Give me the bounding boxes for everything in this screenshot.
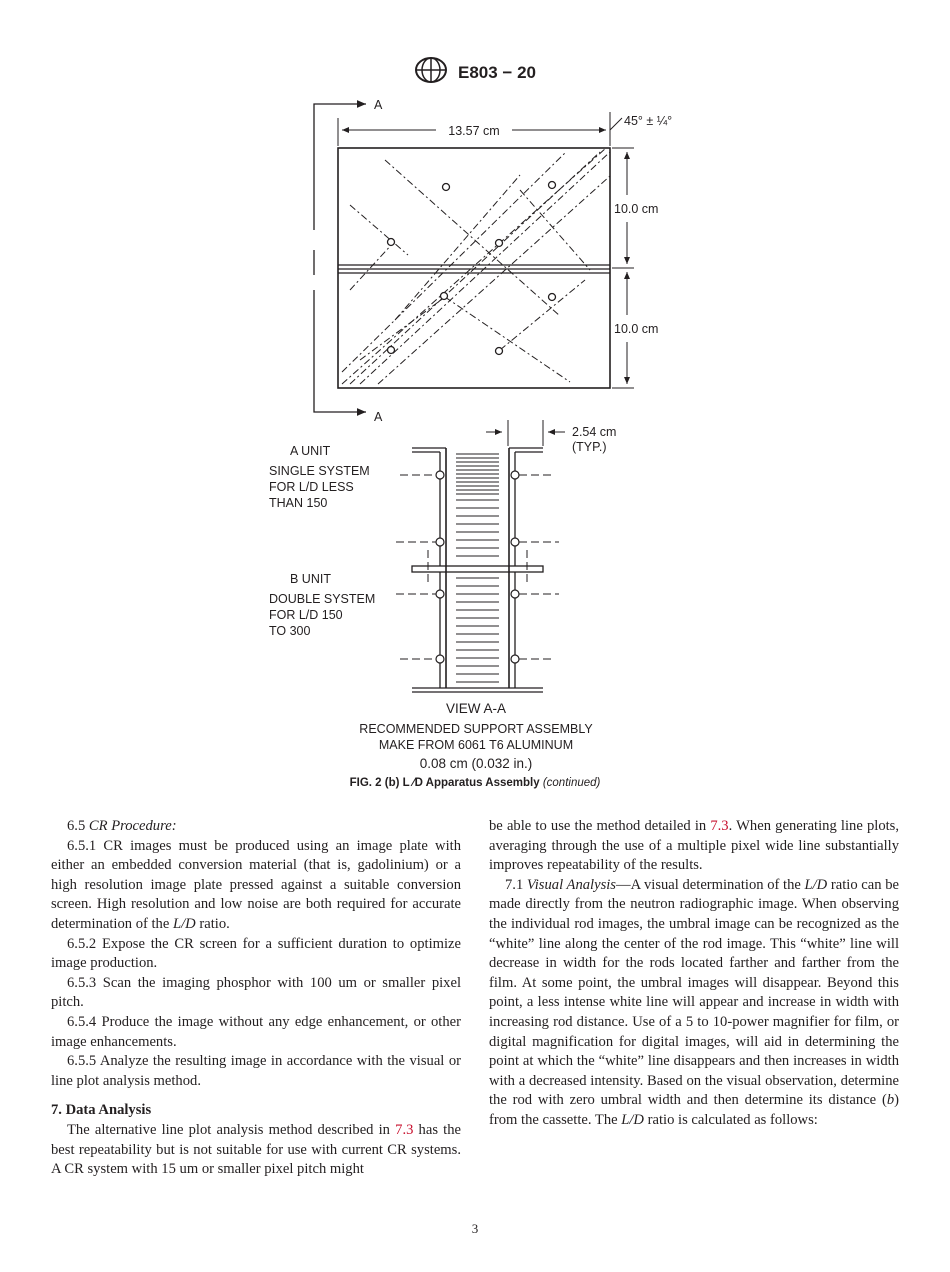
right-column bbox=[489, 817, 899, 1131]
section-7-heading: 7. Data Analysis bbox=[51, 1102, 152, 1119]
height-dimension-bottom: 10.0 cm bbox=[614, 322, 659, 336]
b-unit-line3: TO 300 bbox=[269, 624, 311, 638]
caption-suffix: (continued) bbox=[542, 777, 601, 789]
figure-caption bbox=[0, 777, 950, 789]
section-line bbox=[314, 104, 360, 412]
support-line2: MAKE FROM 6061 T6 ALUMINUM bbox=[378, 738, 574, 752]
section-6-5-heading: 6.5 CR Procedure: bbox=[67, 818, 177, 834]
b-unit-line1: DOUBLE SYSTEM bbox=[269, 592, 376, 606]
left-column bbox=[51, 817, 461, 1180]
a-unit-line2: FOR L/D LESS bbox=[269, 480, 354, 494]
angle-label: 45° ± ¼° bbox=[624, 114, 673, 128]
b-unit-line2: FOR L/D 150 bbox=[269, 608, 343, 622]
a-unit-line1: SINGLE SYSTEM bbox=[269, 464, 370, 478]
support-assembly bbox=[412, 448, 543, 692]
standard-code: E803 − 20 bbox=[458, 62, 536, 82]
section-6-5-4: 6.5.4 Produce the image without any edge enhancement, or other image enhancements. bbox=[51, 1013, 461, 1050]
section-7-continuation: be able to use the method detailed in 7.3. When generating line plots, averaging through the use of a multiple pixel wide line substantially improves repeatability of the results. bbox=[489, 818, 899, 874]
a-unit-title: A UNIT bbox=[290, 444, 331, 458]
section-6-5-5: 6.5.5 Analyze the resulting image in accordance with the visual or line plot analysis method. bbox=[51, 1053, 461, 1089]
view-label-top: A bbox=[374, 98, 383, 112]
support-line3: 0.08 cm (0.032 in.) bbox=[419, 756, 533, 771]
ref-7-3-link[interactable]: 7.3 bbox=[395, 1121, 414, 1138]
flange-dimension-typ: (TYP.) bbox=[572, 440, 607, 454]
section-6-5-1: 6.5.1 CR images must be produced using an image plate with either an embedded conversion material (that is, gadolinium) or a high resolution image plate pressed against a suitable conversion screen. High resolution and low noise are both required for accurate determination of the L/D ratio. bbox=[51, 837, 461, 932]
section-6-5-3: 6.5.3 Scan the imaging phosphor with 100 um or smaller pixel pitch. bbox=[51, 974, 461, 1011]
section-7-1: 7.1 Visual Analysis—A visual determination of the L/D ratio can be made directly from the neutron radiographic image. When observing the individual rod images, the umbral image can be recognized as the “white” line along the center of the rod image. This “white” line will decrease in width for the rods located farther and farther from the film. At some point, the umbral images will disappear. Beyond this point, a less intense white line will appear and increase in width with increasing rod distance. Use of a 5 to 10-power magnifier for film, or digital magnification for digital images, will aid in determining the point at which the “white” line disappears and then increases in width with a decreased intensity. Based on the visual observation, determine the rod with zero umbral width and then determine its distance (b) from the cassette. The L/D ratio is calculated as follows: bbox=[489, 876, 899, 1128]
neutron-plate bbox=[338, 148, 610, 388]
section-7-paragraph: The alternative line plot analysis method described in 7.3 has the best repeatability but is not suitable for use with current CR systems. A CR system with 15 um or smaller pixel pitch might bbox=[51, 1121, 461, 1178]
page-number: 3 bbox=[471, 1221, 479, 1236]
b-unit-title: B UNIT bbox=[290, 572, 331, 586]
height-dimension-top: 10.0 cm bbox=[614, 202, 659, 216]
a-unit-line3: THAN 150 bbox=[269, 496, 328, 510]
width-dimension: 13.57 cm bbox=[448, 124, 500, 138]
ref-7-3-link-2[interactable]: 7.3 bbox=[710, 818, 729, 834]
caption-main: FIG. 2 (b) L ⁄D Apparatus Assembly bbox=[349, 777, 540, 789]
view-label-bottom: A bbox=[374, 410, 383, 424]
section-6-5-2: 6.5.2 Expose the CR screen for a sufficient duration to optimize image production. bbox=[51, 935, 461, 972]
view-title: VIEW A-A bbox=[445, 701, 507, 716]
support-line1: RECOMMENDED SUPPORT ASSEMBLY bbox=[359, 722, 593, 736]
flange-dimension: 2.54 cm bbox=[572, 425, 617, 439]
